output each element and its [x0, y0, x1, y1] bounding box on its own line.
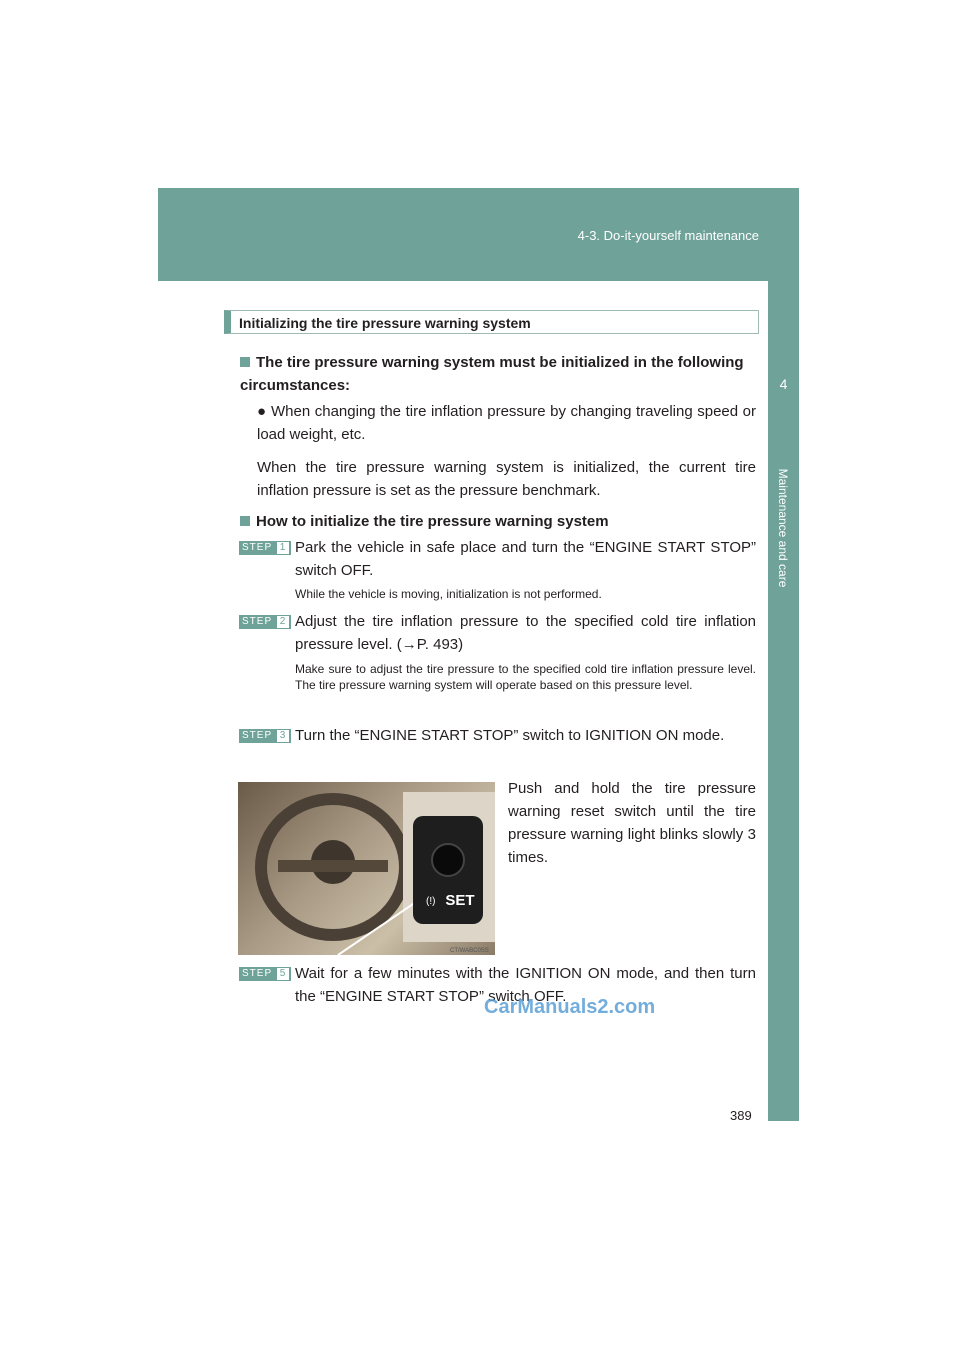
- step-badge-1: STEP 1: [239, 541, 291, 555]
- round-bullet-icon: ●: [257, 403, 271, 420]
- step-badge-3: STEP 3: [239, 729, 291, 743]
- steering-wheel-photo: [238, 782, 495, 955]
- square-bullet-icon: [240, 357, 250, 367]
- step-1-note: While the vehicle is moving, initialization is not performed.: [295, 587, 602, 601]
- step-badge-5: STEP 5: [239, 967, 291, 981]
- step-badge-2: STEP 2: [239, 615, 291, 629]
- set-button-label: SET: [445, 892, 475, 909]
- figure-code: CT/WABC0SS: [450, 948, 489, 954]
- step-2-note: Make sure to adjust the tire pressure to the specified cold tire inflation pressure level. The tire pressure warning system will operate based on this pressure level.: [295, 662, 756, 692]
- benchmark-paragraph: When the tire pressure warning system is initialized, the current tire inflation pressure is set as the pressure benchmark.: [257, 459, 756, 499]
- step-2-text: Adjust the tire inflation pressure to the specified cold tire inflation pressure level. (→P. 493): [295, 613, 756, 653]
- step-5-text: Wait for a few minutes with the IGNITION ON mode, and then turn the “ENGINE START STOP” switch OFF.: [295, 965, 756, 1005]
- chapter-side-tab: [768, 281, 799, 1121]
- header-section-title: 4-3. Do-it-yourself maintenance: [577, 228, 759, 243]
- section-heading: [224, 310, 759, 334]
- subheading-how-to: How to initialize the tire pressure warning system: [240, 510, 756, 533]
- header-bar: [158, 188, 799, 281]
- step-3-text: Turn the “ENGINE START STOP” switch to IGNITION ON mode.: [295, 727, 725, 744]
- tire-warning-icon: (!): [426, 896, 436, 907]
- square-bullet-icon: [240, 516, 250, 526]
- step-4-text: Push and hold the tire pressure warning reset switch until the tire pressure warning light blinks slowly 3 times.: [508, 780, 756, 866]
- section-heading-text: Initializing the tire pressure warning system: [239, 315, 531, 331]
- chapter-number: 4: [779, 376, 788, 392]
- subheading-circumstances: The tire pressure warning system must be initialized in the following circumstances:: [240, 354, 744, 394]
- step-1-text: Park the vehicle in safe place and turn the “ENGINE START STOP” switch OFF.: [295, 539, 756, 579]
- bullet-item: ● When changing the tire inflation pressure by changing traveling speed or load weight, etc.: [257, 403, 756, 443]
- watermark-text: CarManuals2.com: [484, 996, 656, 1018]
- chapter-title: Maintenance and care: [776, 468, 790, 588]
- page-number: 389: [730, 1108, 752, 1123]
- steering-wheel-illustration: [238, 782, 495, 955]
